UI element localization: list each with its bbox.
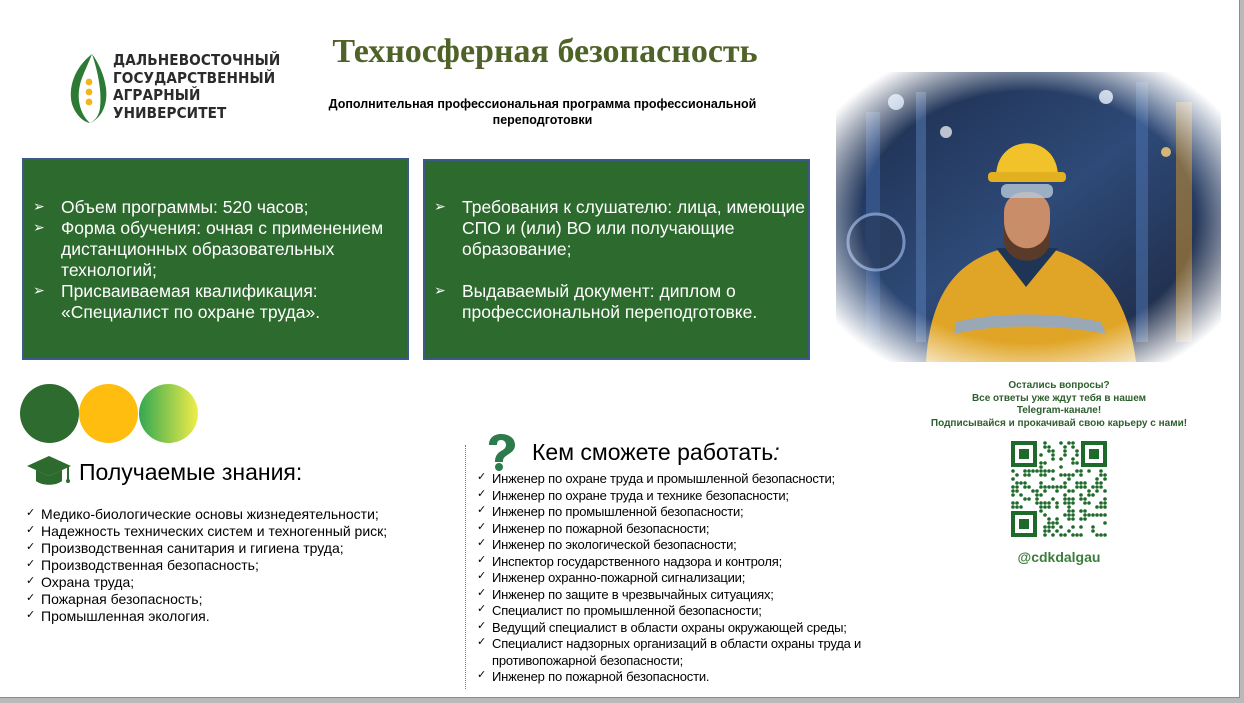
list-item: ✓ Медико-биологические основы жизнедеятельности; — [26, 506, 379, 522]
list-item: ✓ Инженер по экологической безопасности; — [477, 536, 737, 552]
checkmark-icon: ✓ — [477, 470, 487, 483]
list-item: ✓ Ведущий специалист в области охраны окружающей среды; — [477, 618, 847, 635]
checkmark-icon: ✓ — [26, 608, 36, 621]
checkmark-icon: ✓ — [26, 506, 36, 519]
graduation-cap-icon — [25, 453, 73, 489]
knowledge-list — [26, 506, 426, 625]
checkmark-icon: ✓ — [26, 574, 36, 587]
logo-line: ГОСУДАРСТВЕННЫЙ — [113, 68, 276, 87]
list-item: ✓ Инженер по охране труда и промышленной безопасности; — [477, 470, 835, 486]
checkmark-icon: ✓ — [477, 618, 487, 632]
list-item: ➢ Присваиваемая квалификация: «Специалист по охране труда». — [33, 281, 321, 322]
program-info-box — [22, 158, 409, 360]
checkmark-icon: ✓ — [477, 585, 487, 599]
program-info-list — [24, 197, 409, 323]
requirements-box — [423, 159, 810, 360]
logo-line: АГРАРНЫЙ — [113, 86, 201, 104]
arrow-bullet-icon: ➢ — [434, 283, 446, 299]
program-subtitle: Дополнительная профессиональная программа профессиональной переподготовки — [328, 97, 757, 127]
checkmark-icon: ✓ — [477, 503, 487, 516]
list-item: ✓ Инженер по промышленной безопасности; — [477, 503, 744, 519]
list-item: ➢ Форма обучения: очная с применением дистанционных образовательных технологий; — [33, 218, 384, 280]
telegram-handle[interactable]: @cdkdalgau — [1017, 549, 1101, 565]
checkmark-icon: ✓ — [477, 552, 487, 566]
list-spacer — [425, 260, 810, 281]
list-item: ➢ Требования к слушателю: лица, имеющие СПО и (или) ВО или получающие образование; — [434, 197, 806, 259]
list-item: ✓ Промышленная экология. — [26, 608, 210, 624]
checkmark-icon: ✓ — [477, 635, 487, 648]
arrow-bullet-icon: ➢ — [33, 199, 45, 215]
checkmark-icon: ✓ — [26, 557, 36, 570]
arrow-bullet-icon: ➢ — [434, 199, 446, 215]
checkmark-icon: ✓ — [477, 536, 487, 549]
university-name — [113, 52, 280, 122]
list-item: ✓ Инженер по охране труда и технике безопасности; — [477, 486, 789, 503]
requirements-list — [425, 197, 810, 323]
list-item: ✓ Пожарная безопасность; — [26, 591, 203, 607]
qr-code[interactable] — [1011, 441, 1107, 537]
checkmark-icon: ✓ — [477, 486, 487, 500]
list-item: ✓ Надежность технических систем и техногенный риск; — [26, 523, 388, 539]
logo-line: УНИВЕРСИТЕТ — [113, 103, 227, 122]
checkmark-icon: ✓ — [26, 523, 36, 536]
list-item: ✓ Охрана труда; — [26, 574, 135, 590]
careers-list — [477, 471, 897, 686]
knowledge-heading: Получаемые знания: — [79, 459, 303, 485]
list-item: ✓ Инспектор государственного надзора и контроля; — [477, 552, 783, 569]
decorative-circle — [20, 384, 79, 443]
arrow-bullet-icon: ➢ — [33, 283, 45, 299]
leaf-logo-icon — [68, 52, 110, 124]
checkmark-icon: ✓ — [26, 540, 36, 553]
checkmark-icon: ✓ — [477, 569, 487, 582]
list-item: ✓ Специалист по промышленной безопасности; — [477, 602, 762, 618]
logo-line: ДАЛЬНЕВОСТОЧНЫЙ — [113, 51, 281, 69]
question-mark-icon — [481, 433, 519, 471]
list-item: ✓ Инженер по пожарной безопасности; — [477, 519, 710, 536]
checkmark-icon: ✓ — [477, 519, 487, 533]
list-item: ✓ Производственная безопасность; — [26, 557, 259, 573]
list-item: ✓ Инженер охранно-пожарной сигнализации; — [477, 569, 746, 585]
decorative-circle — [139, 384, 198, 443]
list-item: ✓ Производственная санитария и гигиена труда; — [26, 540, 344, 556]
page-title: Техносферная безопасность — [332, 33, 758, 70]
list-item: ➢ Объем программы: 520 часов; — [33, 197, 309, 217]
list-item: ➢ Выдаваемый документ: диплом о профессиональной переподготовке. — [434, 281, 758, 322]
checkmark-icon: ✓ — [477, 602, 487, 615]
worker-photo — [836, 72, 1221, 362]
list-item: ✓ Инженер по пожарной безопасности. — [477, 668, 710, 684]
checkmark-icon: ✓ — [26, 591, 36, 604]
decorative-circle — [79, 384, 138, 443]
section-divider — [465, 445, 466, 689]
careers-heading: Кем сможете работать: — [532, 439, 780, 465]
arrow-bullet-icon: ➢ — [33, 220, 45, 236]
checkmark-icon: ✓ — [477, 668, 487, 681]
list-item: ✓ Специалист надзорных организаций в области охраны труда и противопожарной безопасности; — [477, 635, 862, 668]
telegram-invite: Остались вопросы? Все ответы уже ждут тебя в нашем Telegram-канале! Подписывайся и прокачивай свою карьеру с нами! — [930, 380, 1188, 430]
list-item: ✓ Инженер по защите в чрезвычайных ситуациях; — [477, 585, 774, 602]
